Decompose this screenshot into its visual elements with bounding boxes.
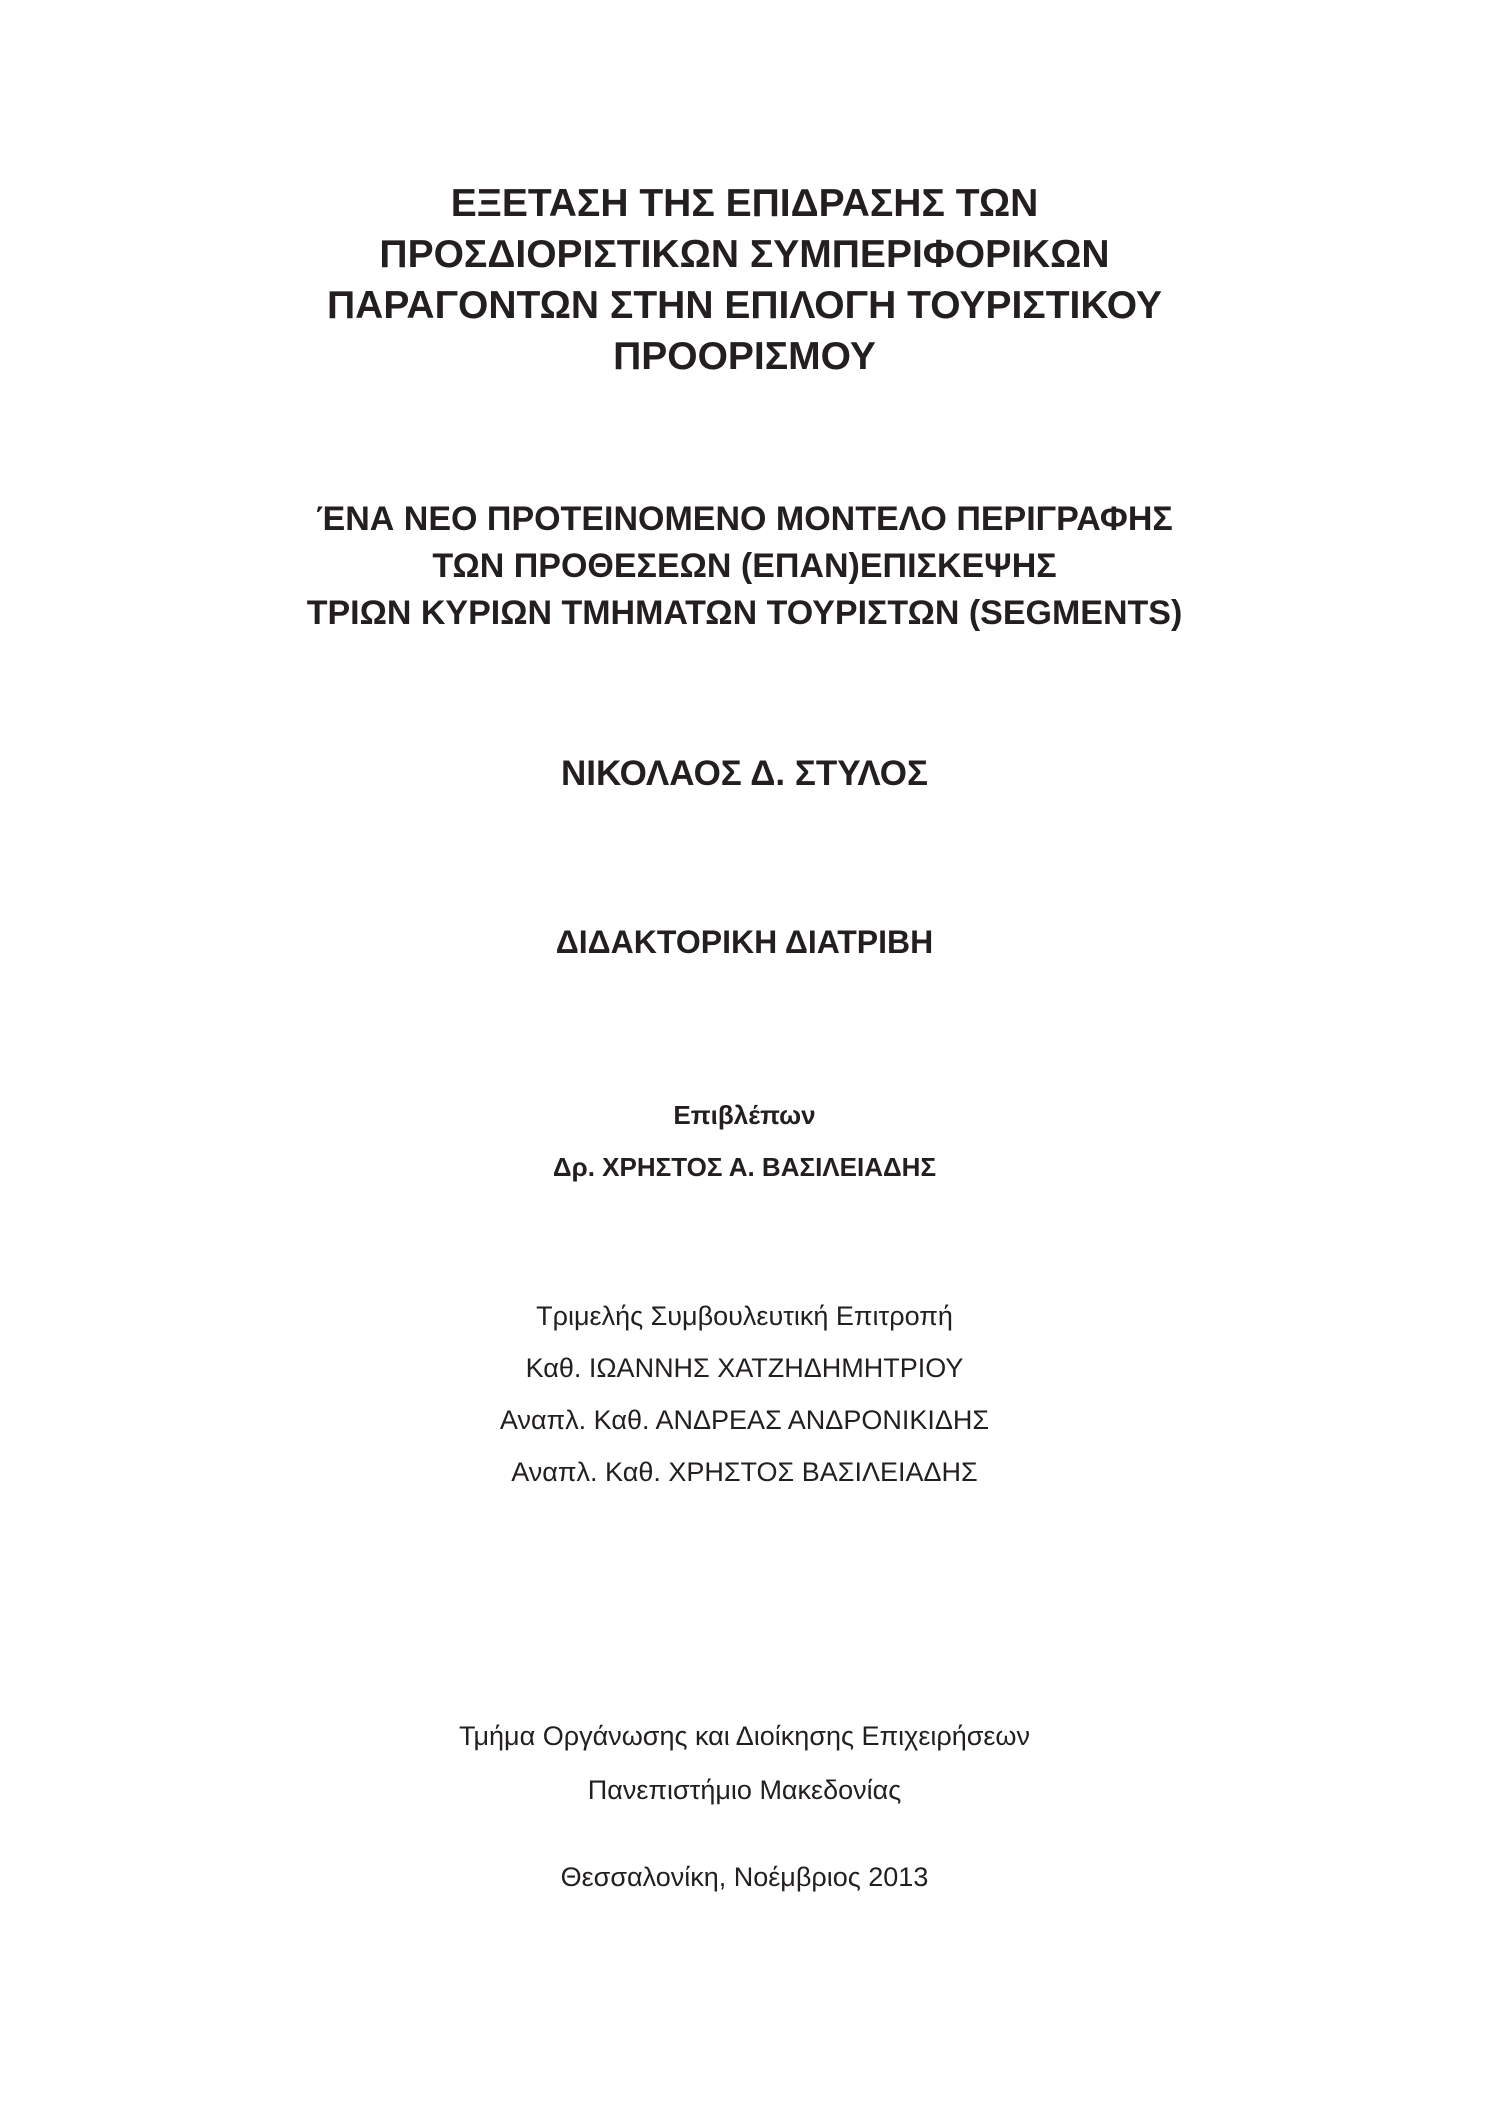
thesis-subtitle-line: ΤΡΙΩΝ ΚΥΡΙΩΝ ΤΜΗΜΑΤΩΝ ΤΟΥΡΙΣΤΩΝ (SEGMENTS) [306, 594, 1183, 632]
department-name: Τμήμα Οργάνωσης και Διοίκησης Επιχειρήσεων [458, 1721, 1031, 1751]
thesis-subtitle-line: ΤΩΝ ΠΡΟΘΕΣΕΩΝ (ΕΠΑΝ)ΕΠΙΣΚΕΨΗΣ [432, 547, 1057, 585]
author-name: ΝΙΚΟΛΑΟΣ Δ. ΣΤΥΛΟΣ [560, 754, 929, 793]
supervisor-section [0, 1089, 1489, 1193]
thesis-title-line: ΠΑΡΑΓΟΝΤΩΝ ΣΤΗΝ ΕΠΙΛΟΓΗ ΤΟΥΡΙΣΤΙΚΟΥ [326, 284, 1162, 327]
thesis-title-line: ΠΡΟΟΡΙΣΜΟΥ [613, 335, 876, 378]
university-name: Πανεπιστήμιο Μακεδονίας [587, 1775, 902, 1805]
thesis-title [0, 178, 1489, 382]
committee-member: Καθ. ΙΩΑΝΝΗΣ ΧΑΤΖΗΔΗΜΗΤΡΙΟΥ [525, 1353, 964, 1383]
thesis-subtitle-line: ΈΝΑ ΝΕΟ ΠΡΟΤΕΙΝΟΜΕΝΟ ΜΟΝΤΕΛΟ ΠΕΡΙΓΡΑΦΗΣ [316, 500, 1173, 538]
supervisor-name: Δρ. ΧΡΗΣΤΟΣ Α. ΒΑΣΙΛΕΙΑΔΗΣ [552, 1152, 937, 1182]
place-date: Θεσσαλονίκη, Νοέμβριος 2013 [560, 1862, 929, 1892]
supervisor-label: Επιβλέπων [673, 1100, 816, 1130]
document-type: ΔΙΔΑΚΤΟΡΙΚΗ ΔΙΑΤΡΙΒΗ [555, 924, 934, 960]
thesis-subtitle [0, 496, 1489, 637]
thesis-title-line: ΕΞΕΤΑΣΗ ΤΗΣ ΕΠΙΔΡΑΣΗΣ ΤΩΝ [450, 182, 1039, 225]
committee-member: Αναπλ. Καθ. ΧΡΗΣΤΟΣ ΒΑΣΙΛΕΙΑΔΗΣ [511, 1457, 978, 1487]
committee-section [0, 1290, 1489, 1498]
committee-label: Τριμελής Συμβουλευτική Επιτροπή [536, 1301, 953, 1331]
institution-section [0, 1709, 1489, 1817]
thesis-title-line: ΠΡΟΣΔΙΟΡΙΣΤΙΚΩΝ ΣΥΜΠΕΡΙΦΟΡΙΚΩΝ [379, 233, 1110, 276]
committee-member: Αναπλ. Καθ. ΑΝΔΡΕΑΣ ΑΝΔΡΟΝΙΚΙΔΗΣ [499, 1405, 990, 1435]
